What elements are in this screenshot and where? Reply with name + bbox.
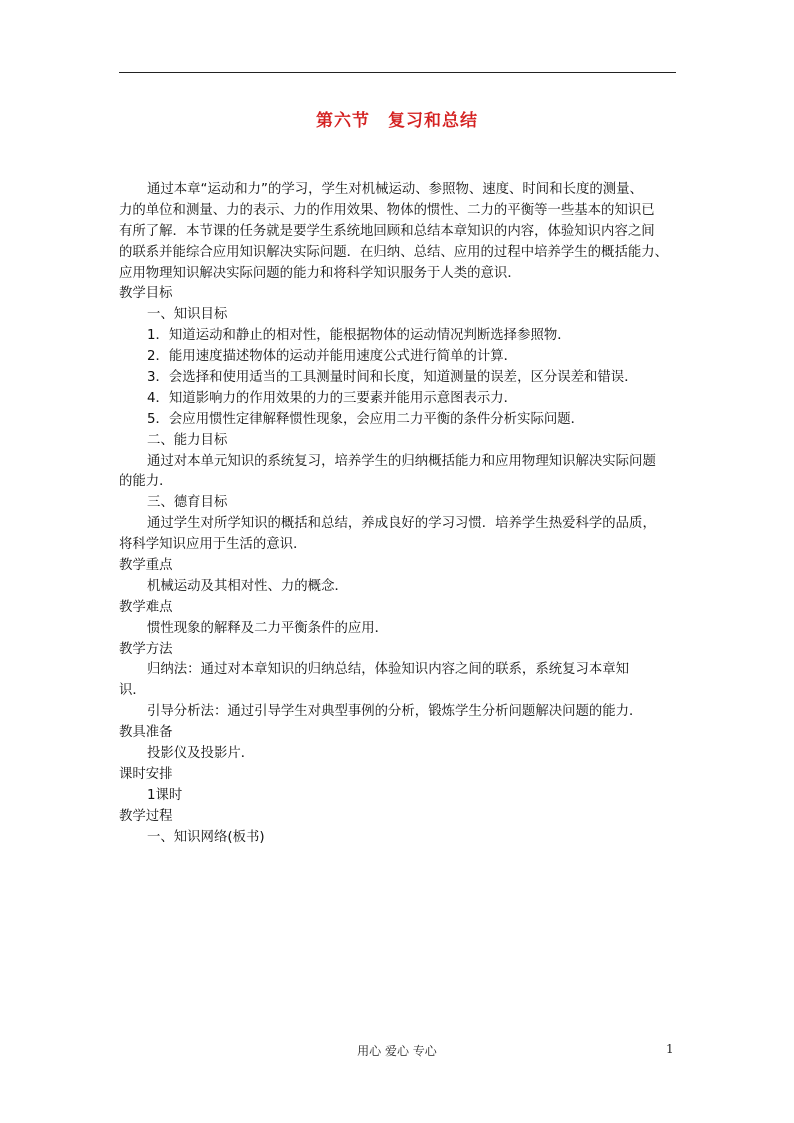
text-line: 的联系并能综合应用知识解决实际问题．在归纳、总结、应用的过程中培养学生的概括能力、 <box>119 244 669 260</box>
text-line: 机械运动及其相对性、力的概念． <box>147 578 348 594</box>
text-line: 一、知识网络(板书) <box>147 829 265 845</box>
text-line: 三、德育目标 <box>147 495 228 511</box>
text-line: 3．会选择和使用适当的工具测量时间和长度，知道测量的误差，区分误差和错误． <box>147 370 638 386</box>
text-line: 一、知识目标 <box>147 307 228 323</box>
text-line: 的能力． <box>119 474 173 490</box>
text-line: 力的单位和测量、力的表示、力的作用效果、物体的惯性、二力的平衡等一些基本的知识已 <box>119 202 655 218</box>
text-line: 教学过程 <box>119 808 173 824</box>
text-line: 有所了解．本节课的任务就是要学生系统地回顾和总结本章知识的内容，体验知识内容之间 <box>119 223 655 239</box>
text-line: 教具准备 <box>119 725 173 741</box>
text-line: 5．会应用惯性定律解释惯性现象，会应用二力平衡的条件分析实际问题． <box>147 411 585 427</box>
text-line: 将科学知识应用于生活的意识． <box>119 537 307 553</box>
text-line: 应用物理知识解决实际问题的能力和将科学知识服务于人类的意识． <box>119 265 521 281</box>
text-line: 投影仪及投影片． <box>147 746 255 762</box>
footer-text: 用心 爱心 专心 <box>357 1044 437 1058</box>
text-line: 通过本章“运动和力”的学习，学生对机械运动、参照物、速度、时间和长度的测量、 <box>147 182 643 197</box>
text-line: 二、能力目标 <box>147 432 228 448</box>
text-line: 教学目标 <box>119 286 173 302</box>
text-line: 通过对本单元知识的系统复习，培养学生的归纳概括能力和应用物理知识解决实际问题 <box>147 453 656 469</box>
document-body <box>119 180 679 849</box>
text-line: 教学难点 <box>119 599 173 615</box>
text-line: 引导分析法：通过引导学生对典型事例的分析，锻炼学生分析问题解决问题的能力． <box>147 704 643 720</box>
page-number: 1 <box>666 1042 674 1056</box>
text-line: 教学重点 <box>119 558 173 574</box>
text-line: 4．知道影响力的作用效果的力的三要素并能用示意图表示力． <box>147 390 518 406</box>
header-rule <box>119 72 676 73</box>
text-line: 通过学生对所学知识的概括和总结，养成良好的学习习惯．培养学生热爱科学的品质， <box>147 516 656 532</box>
text-line: 课时安排 <box>119 766 173 782</box>
page-title: 第六节 复习和总结 <box>316 111 478 131</box>
text-line: 归纳法：通过对本章知识的归纳总结，体验知识内容之间的联系，系统复习本章知 <box>147 662 630 678</box>
text-line: 识． <box>119 683 146 699</box>
text-line: 1课时 <box>147 787 183 803</box>
text-line: 2．能用速度描述物体的运动并能用速度公式进行简单的计算． <box>147 349 518 365</box>
text-line: 教学方法 <box>119 641 173 657</box>
text-line: 1．知道运动和静止的相对性，能根据物体的运动情况判断选择参照物． <box>147 328 571 344</box>
text-line: 惯性现象的解释及二力平衡条件的应用． <box>147 620 389 636</box>
